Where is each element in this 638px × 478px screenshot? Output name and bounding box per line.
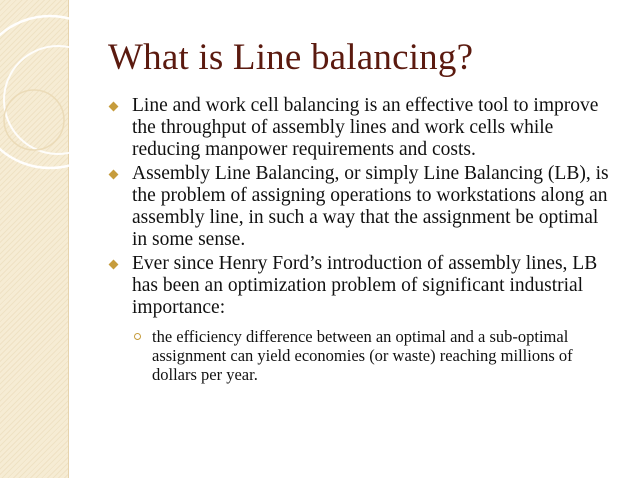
- bullet-list: [108, 95, 613, 386]
- bullet-text: Assembly Line Balancing, or simply Line Balancing (LB), is the problem of assigning operations to workstations along an assembly line, in such a way that the assignment be optimal in some sense.: [132, 163, 609, 250]
- sub-bullet-item: [132, 327, 613, 384]
- diamond-bullet-icon: [109, 102, 119, 112]
- sub-bullet-text: the efficiency difference between an optimal and a sub-optimal assignment can yield economies (or waste) reaching millions of dollars per year.: [152, 327, 573, 384]
- diamond-bullet-icon: [109, 260, 119, 270]
- sub-bullet-list: [132, 327, 613, 384]
- diamond-bullet-icon: [109, 170, 119, 180]
- bullet-item: [108, 253, 613, 384]
- bullet-text: Ever since Henry Ford’s introduction of assembly lines, LB has been an optimization problem of significant industrial importance:: [132, 253, 598, 318]
- bullet-item: [108, 95, 613, 161]
- circle-bullet-icon: [134, 333, 141, 340]
- bullet-text: Line and work cell balancing is an effective tool to improve the throughput of assembly lines and work cells while reducing manpower requirements and costs.: [132, 95, 599, 160]
- decorative-side-band: [0, 0, 69, 478]
- slide-title: What is Line balancing?: [108, 37, 474, 78]
- bullet-item: [108, 163, 613, 251]
